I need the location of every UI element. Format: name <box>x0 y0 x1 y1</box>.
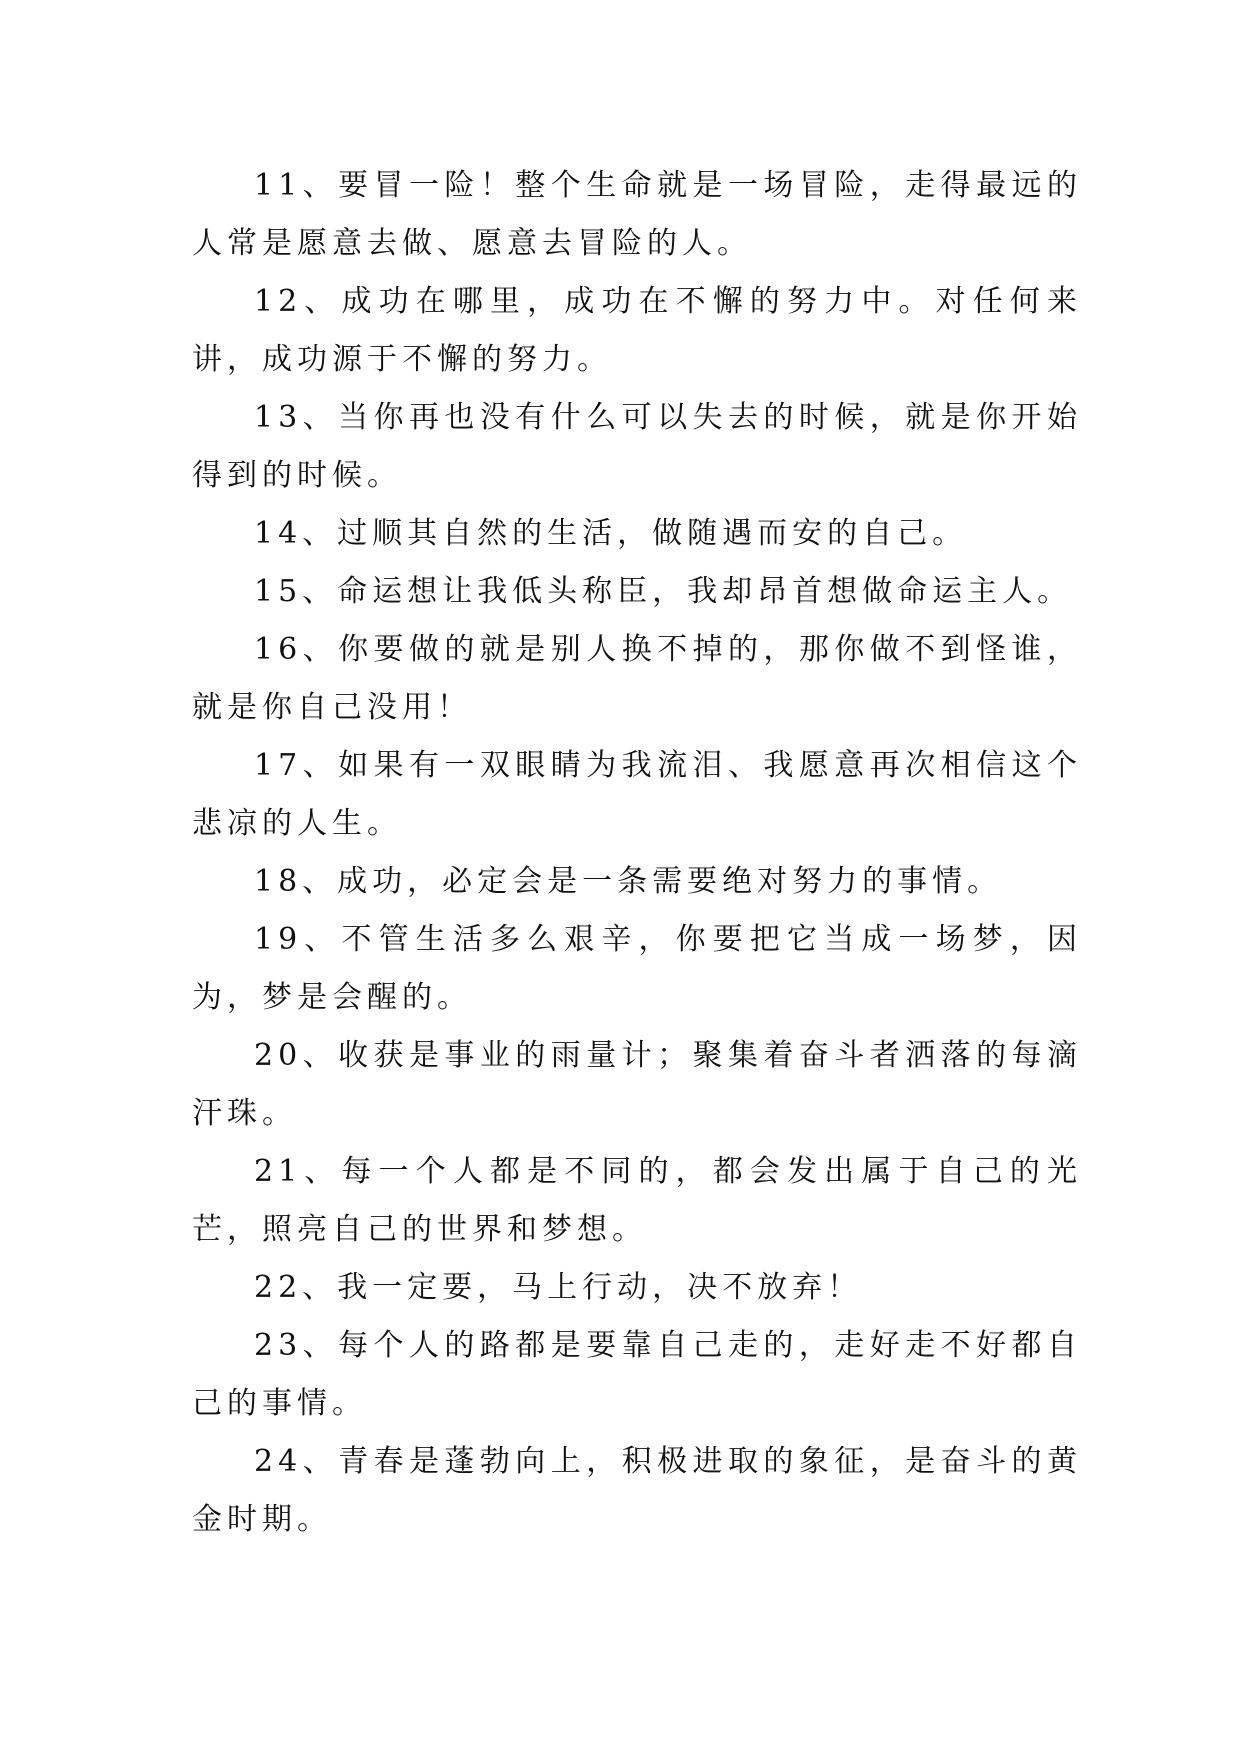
quote-paragraph-23: 23、每个人的路都是要靠自己走的，走好走不好都自己的事情。 <box>192 1328 1082 1421</box>
quote-paragraph-19: 19、不管生活多么艰辛，你要把它当成一场梦，因为，梦是会醒的。 <box>192 922 1082 1015</box>
quote-paragraph-17: 17、如果有一双眼睛为我流泪、我愿意再次相信这个悲凉的人生。 <box>192 748 1082 841</box>
quote-paragraph-13: 13、当你再也没有什么可以失去的时候，就是你开始得到的时候。 <box>192 400 1082 493</box>
quote-paragraph-14: 14、过顺其自然的生活，做随遇而安的自己。 <box>254 516 968 551</box>
quote-paragraph-18: 18、成功，必定会是一条需要绝对努力的事情。 <box>254 864 1003 899</box>
quote-paragraph-16: 16、你要做的就是别人换不掉的，那你做不到怪谁，就是你自己没用！ <box>192 632 1082 725</box>
quote-paragraph-11: 11、要冒一险！整个生命就是一场冒险，走得最远的人常是愿意去做、愿意去冒险的人。 <box>192 168 1082 261</box>
quote-paragraph-21: 21、每一个人都是不同的，都会发出属于自己的光芒，照亮自己的世界和梦想。 <box>192 1154 1082 1247</box>
document-body <box>192 157 1082 1549</box>
quote-paragraph-20: 20、收获是事业的雨量计；聚集着奋斗者洒落的每滴汗珠。 <box>192 1038 1082 1131</box>
quote-paragraph-22: 22、我一定要，马上行动，决不放弃！ <box>254 1270 863 1305</box>
quote-paragraph-15: 15、命运想让我低头称臣，我却昂首想做命运主人。 <box>254 574 1073 609</box>
quote-paragraph-24: 24、青春是蓬勃向上，积极进取的象征，是奋斗的黄金时期。 <box>192 1444 1082 1537</box>
quote-paragraph-12: 12、成功在哪里，成功在不懈的努力中。对任何来讲，成功源于不懈的努力。 <box>192 284 1082 377</box>
